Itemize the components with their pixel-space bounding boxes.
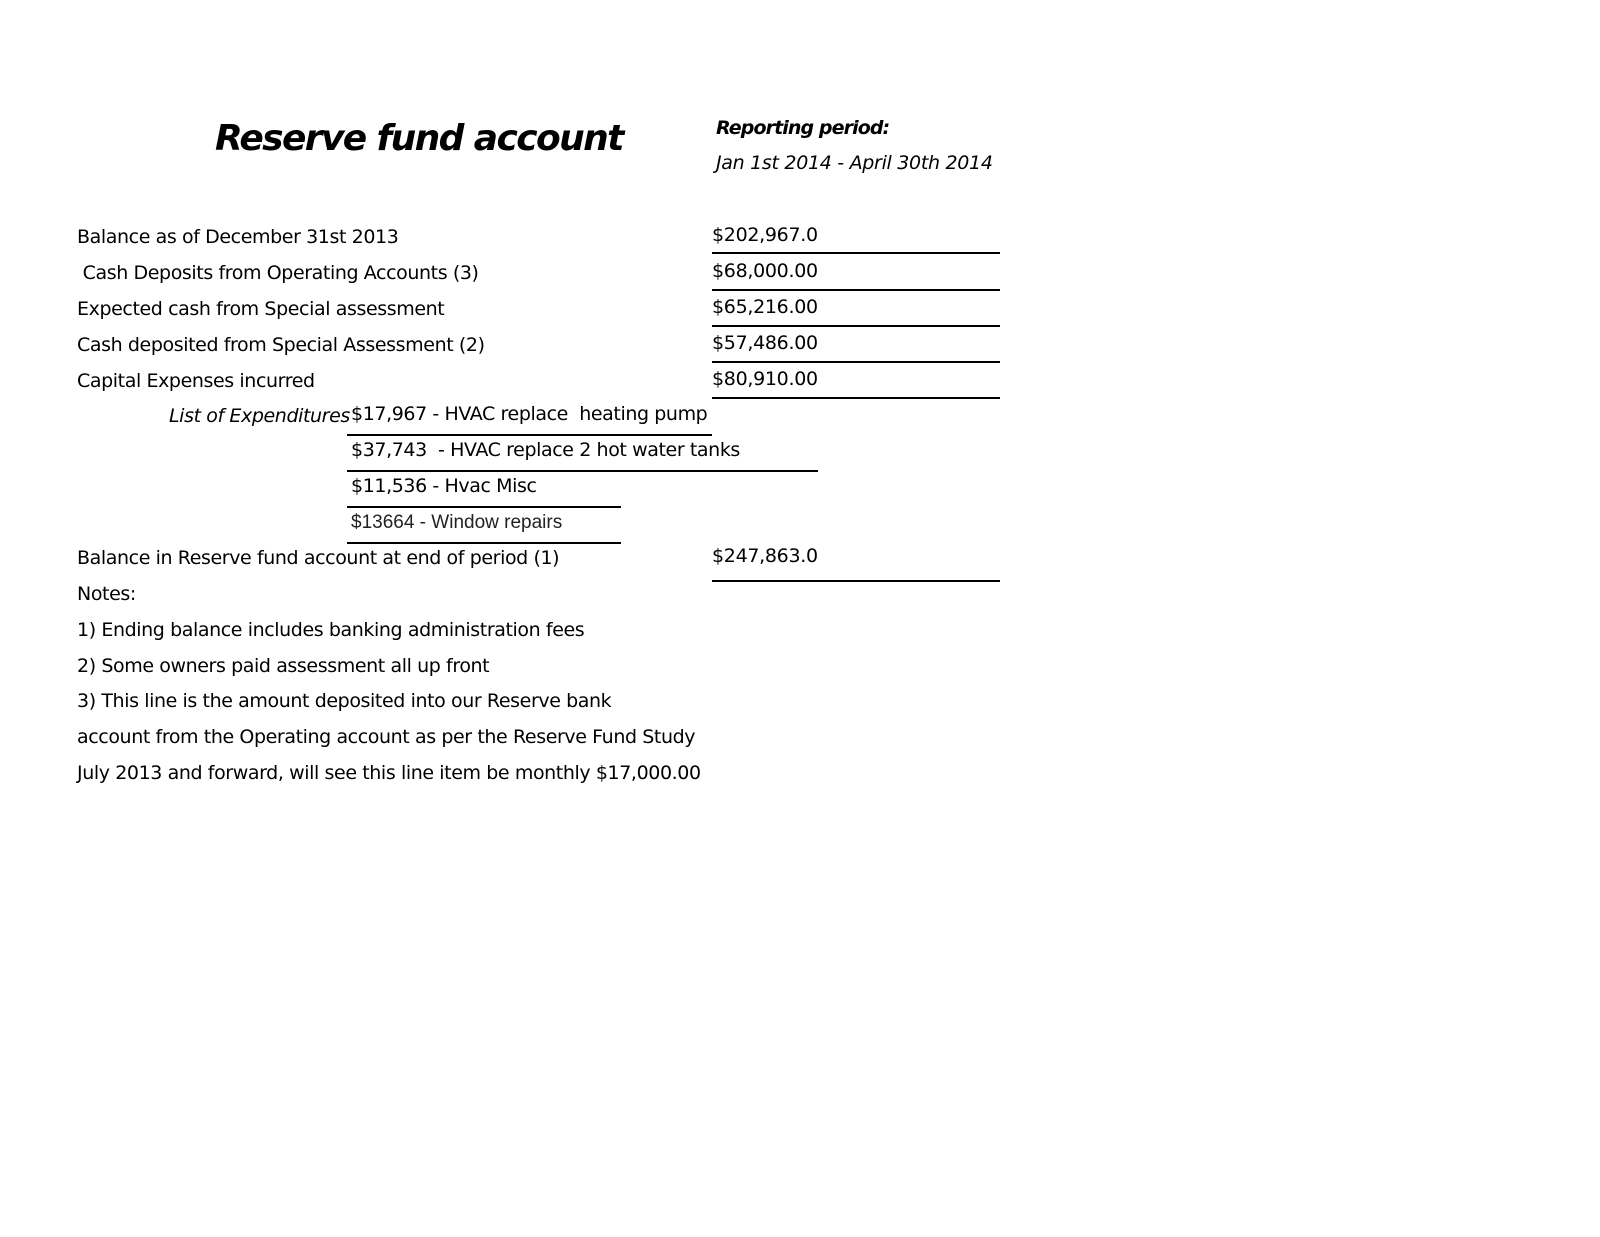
note-line: July 2013 and forward, will see this line item be monthly $17,000.00 bbox=[77, 762, 701, 784]
reporting-period-label: Reporting period: bbox=[716, 117, 890, 139]
expenditure-underline bbox=[347, 434, 712, 436]
opening-balance-underline bbox=[712, 252, 1000, 254]
expenditure-item: $37,743 - HVAC replace 2 hot water tanks bbox=[351, 439, 740, 461]
deposited-special-label: Cash deposited from Special Assessment (2) bbox=[77, 334, 485, 356]
expenditure-underline bbox=[347, 542, 621, 544]
deposited-special-underline bbox=[712, 361, 1000, 363]
reporting-period-value: Jan 1st 2014 - April 30th 2014 bbox=[716, 152, 993, 174]
cash-deposits-amount: $68,000.00 bbox=[712, 260, 818, 282]
cash-deposits-underline bbox=[712, 289, 1000, 291]
expected-special-amount: $65,216.00 bbox=[712, 296, 818, 318]
expenditure-item: $13664 - Window repairs bbox=[351, 512, 563, 533]
page-title: Reserve fund account bbox=[215, 118, 623, 159]
note-line: 3) This line is the amount deposited into our Reserve bank bbox=[77, 690, 612, 712]
capital-expenses-amount: $80,910.00 bbox=[712, 368, 818, 390]
expenditure-underline bbox=[347, 506, 621, 508]
opening-balance-label: Balance as of December 31st 2013 bbox=[77, 226, 399, 248]
note-line: 1) Ending balance includes banking administration fees bbox=[77, 619, 585, 641]
expected-special-label: Expected cash from Special assessment bbox=[77, 298, 445, 320]
capital-expenses-label: Capital Expenses incurred bbox=[77, 370, 315, 392]
expenditure-underline bbox=[347, 470, 818, 472]
note-line: 2) Some owners paid assessment all up front bbox=[77, 655, 490, 677]
cash-deposits-label: Cash Deposits from Operating Accounts (3) bbox=[77, 262, 479, 284]
ending-balance-amount: $247,863.0 bbox=[712, 545, 818, 567]
ending-balance-label: Balance in Reserve fund account at end of period (1) bbox=[77, 547, 560, 569]
capital-expenses-underline bbox=[712, 397, 1000, 399]
expected-special-underline bbox=[712, 325, 1000, 327]
expenditure-item: $11,536 - Hvac Misc bbox=[351, 475, 537, 497]
deposited-special-amount: $57,486.00 bbox=[712, 332, 818, 354]
expenditure-item: $17,967 - HVAC replace heating pump bbox=[351, 403, 708, 425]
note-line: account from the Operating account as per the Reserve Fund Study bbox=[77, 726, 696, 748]
opening-balance-amount: $202,967.0 bbox=[712, 224, 818, 246]
ending-balance-underline bbox=[712, 580, 1000, 582]
expenditures-label: List of Expenditures bbox=[169, 405, 350, 427]
notes-heading: Notes: bbox=[77, 583, 136, 605]
